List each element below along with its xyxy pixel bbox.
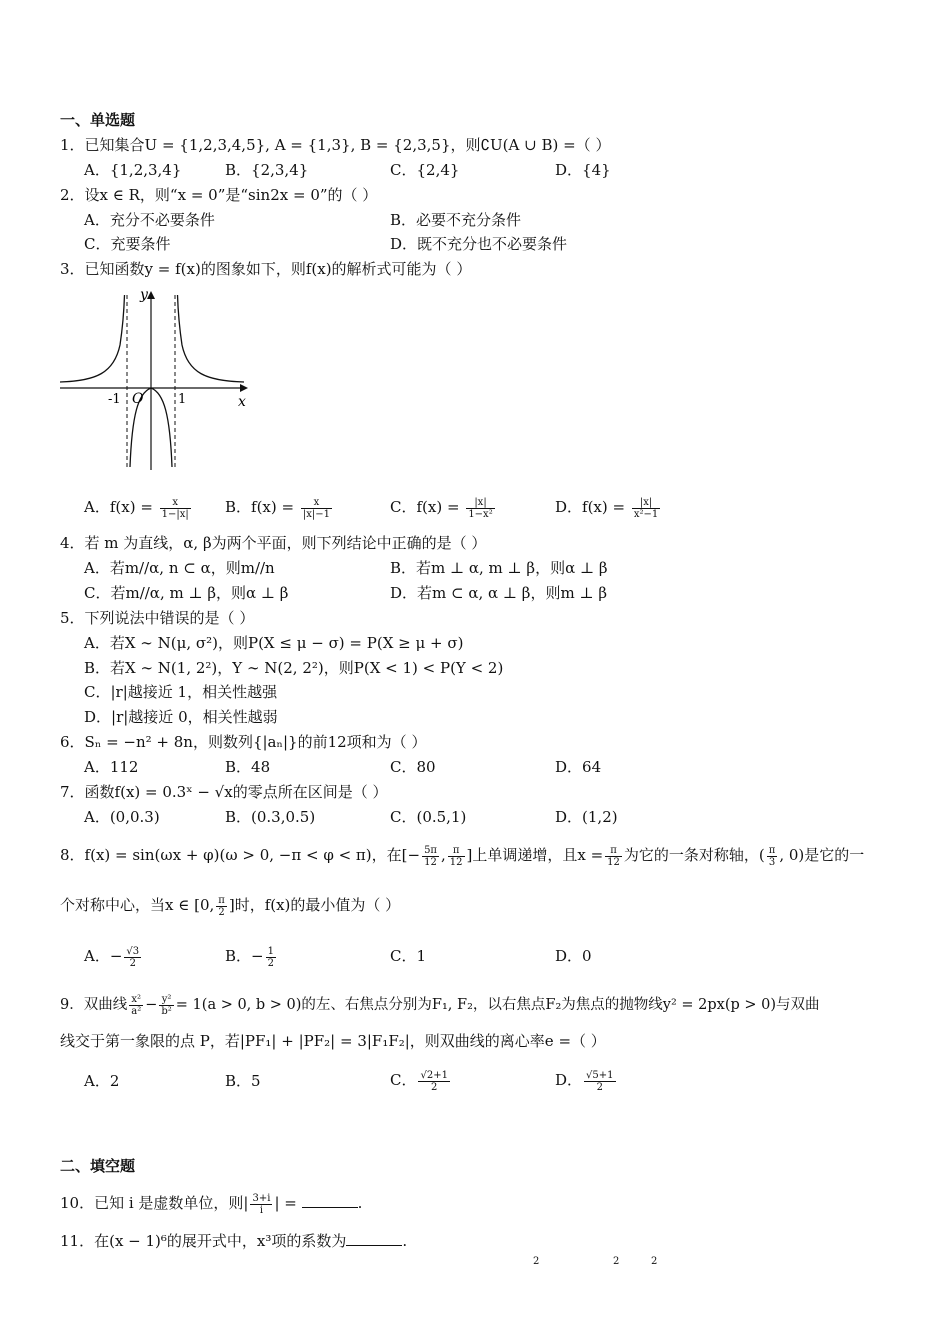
fraction-denominator: 12	[424, 856, 437, 868]
q9-option-c-fraction	[418, 1070, 449, 1093]
fraction-denominator: 1−|x|	[161, 508, 189, 520]
footer-mark-3: 2	[651, 1256, 658, 1267]
q3-option-d-fraction	[632, 497, 660, 520]
q3-option-d-prefix: D．f(x) =	[555, 498, 626, 516]
graph-x-label: x	[238, 394, 246, 410]
q7-option-b[interactable]: B．(0.3,0.5)	[225, 808, 316, 826]
q8-stem-line2	[60, 892, 400, 918]
q5-option-a[interactable]: A．若X ∼ N(μ, σ²)，则P(X ≤ μ − σ) = P(X ≥ μ + σ)	[84, 634, 464, 652]
fraction-denominator: 12	[607, 856, 620, 868]
fraction-denominator: 2	[267, 957, 274, 969]
q6-option-c[interactable]: C．80	[390, 758, 436, 776]
fraction-denominator: 2	[218, 906, 225, 918]
fraction-denominator: 1−x²	[468, 508, 493, 520]
q9-option-b[interactable]: B．5	[225, 1072, 261, 1090]
q9-stem-line1	[60, 992, 820, 1018]
q2-option-d[interactable]: D．既不充分也不必要条件	[390, 235, 568, 253]
q7-option-d[interactable]: D．(1,2)	[555, 808, 618, 826]
fraction-numerator: |x|	[632, 497, 660, 509]
section-title-fill-blank: 二、填空题	[60, 1157, 136, 1175]
q6-stem: 6．Sₙ = −n² + 8n，则数列{|aₙ|}的前12项和为（ ）	[60, 733, 427, 751]
q9-option-d-prefix: D．	[555, 1071, 583, 1089]
q8-text-4: 为它的一条对称轴，(	[623, 846, 765, 864]
q3-option-a-prefix: A．f(x) =	[84, 498, 153, 516]
fraction-numerator: 1	[267, 945, 274, 957]
q8-option-b-prefix: B．−	[225, 947, 264, 965]
q9-frac-1	[129, 994, 143, 1017]
fraction-denominator: a²	[131, 1005, 142, 1017]
q3-option-d[interactable]	[555, 494, 662, 520]
q10-text-post: | =	[274, 1194, 297, 1212]
q8-text-3: ]上单调递增，且x =	[466, 846, 604, 864]
q10-text-pre: 10．已知 i 是虚数单位，则|	[60, 1194, 249, 1212]
q3-stem: 3．已知函数y = f(x)的图象如下，则f(x)的解析式可能为（ ）	[60, 260, 472, 278]
function-graph-svg	[56, 285, 256, 475]
q9-option-d-fraction	[584, 1070, 615, 1093]
fraction-numerator: |x|	[466, 497, 494, 509]
q2-option-b[interactable]: B．必要不充分条件	[390, 211, 522, 229]
q2-option-a[interactable]: A．充分不必要条件	[84, 211, 215, 229]
q8-text-5: , 0)是它的一	[779, 846, 865, 864]
q1-option-c[interactable]: C．{2,4}	[390, 161, 460, 179]
q8-frac-4	[767, 845, 778, 868]
q10-answer-blank[interactable]	[302, 1193, 358, 1208]
fraction-numerator: √2+1	[420, 1069, 448, 1081]
q8-option-d[interactable]: D．0	[555, 947, 592, 965]
fraction-numerator: y²	[159, 994, 173, 1006]
fraction-numerator: π	[768, 844, 776, 856]
q4-option-a[interactable]: A．若m//α, n ⊂ α，则m//n	[84, 559, 275, 577]
fraction-denominator: 3	[768, 856, 776, 868]
q1-option-b[interactable]: B．{2,3,4}	[225, 161, 309, 179]
q6-option-a[interactable]: A．112	[84, 758, 139, 776]
q5-option-c[interactable]: C．|r|越接近 1，相关性越强	[84, 683, 278, 701]
q5-option-b[interactable]: B．若X ∼ N(1, 2²)，Y ∼ N(2, 2²)，则P(X < 1) < P(Y < 2)	[84, 659, 504, 677]
q2-stem: 2．设x ∈ R，则“x = 0”是“sin2x = 0”的（ ）	[60, 186, 378, 204]
fraction-numerator: 3+i	[252, 1192, 271, 1204]
q8-text-6: 个对称中心，当x ∈ [0,	[60, 896, 215, 914]
q9-text-2: −	[145, 997, 158, 1013]
function-graph	[56, 285, 256, 475]
graph-origin-label: O	[132, 391, 144, 407]
q8-frac-1	[422, 845, 439, 868]
q11-answer-blank[interactable]	[346, 1231, 402, 1246]
q7-stem: 7．函数f(x) = 0.3ˣ − √x的零点所在区间是（ ）	[60, 783, 388, 801]
q4-stem: 4．若 m 为直线，α, β为两个平面，则下列结论中正确的是（ ）	[60, 534, 487, 552]
fraction-numerator: x	[160, 497, 191, 509]
footer-mark-1: 2	[533, 1256, 540, 1267]
q8-option-b[interactable]	[225, 943, 278, 969]
q8-option-b-fraction	[266, 946, 276, 969]
fraction-denominator: |x|−1	[302, 508, 330, 520]
fraction-denominator: 2	[596, 1081, 603, 1093]
q1-stem: 1．已知集合U = {1,2,3,4,5}, A = {1,3}, B = {2,3,5}，则∁U(A ∪ B) =（ ）	[60, 136, 611, 154]
fraction-denominator: 2	[431, 1081, 438, 1093]
footer-mark-2: 2	[613, 1256, 620, 1267]
q8-option-c[interactable]: C．1	[390, 947, 427, 965]
q9-text-3: = 1(a > 0, b > 0)的左、右焦点分别为F₁, F₂，以右焦点F₂为焦点的抛物线y² = 2px(p > 0)与双曲	[175, 997, 820, 1013]
q9-stem-line2: 线交于第一象限的点 P，若|PF₁| + |PF₂| = 3|F₁F₂|，则双曲线的离心率e =（ ）	[60, 1032, 606, 1050]
q6-option-d[interactable]: D．64	[555, 758, 602, 776]
graph-pos1-label: 1	[178, 392, 187, 407]
q3-option-b-fraction	[301, 497, 332, 520]
q9-option-c[interactable]	[390, 1067, 452, 1093]
fraction-denominator: 12	[449, 856, 463, 868]
q3-option-c-fraction	[466, 497, 494, 520]
q8-option-a[interactable]	[84, 943, 143, 969]
fraction-denominator: b²	[161, 1005, 172, 1017]
q2-option-c[interactable]: C．充要条件	[84, 235, 171, 253]
fraction-numerator: 5π	[424, 844, 437, 856]
q8-option-a-fraction	[124, 946, 141, 969]
q8-text-2: ,	[441, 846, 446, 864]
q8-frac-2	[448, 845, 465, 868]
q4-option-c[interactable]: C．若m//α, m ⊥ β，则α ⊥ β	[84, 584, 289, 602]
q1-option-a[interactable]: A．{1,2,3,4}	[84, 161, 182, 179]
q8-stem-line1	[60, 842, 864, 868]
q4-option-b[interactable]: B．若m ⊥ α, m ⊥ β，则α ⊥ β	[390, 559, 608, 577]
q11-text-end: .	[402, 1232, 408, 1250]
fraction-numerator: x²	[129, 994, 143, 1006]
fraction-numerator: x	[301, 497, 332, 509]
q6-option-b[interactable]: B．48	[225, 758, 271, 776]
q1-option-d[interactable]: D．{4}	[555, 161, 611, 179]
q10-stem	[60, 1190, 362, 1216]
q8-frac-5	[216, 895, 227, 918]
q9-option-c-prefix: C．	[390, 1071, 417, 1089]
fraction-denominator: x²−1	[633, 508, 659, 520]
q8-text-1: 8．f(x) = sin(ωx + φ)(ω > 0, −π < φ < π)，在[−	[60, 846, 421, 864]
graph-y-label: y	[140, 287, 148, 303]
q5-stem: 5．下列说法中错误的是（ ）	[60, 609, 255, 627]
q3-option-c[interactable]	[390, 494, 497, 520]
q3-option-c-prefix: C．f(x) =	[390, 498, 460, 516]
q4-option-d[interactable]: D．若m ⊂ α, α ⊥ β，则m ⊥ β	[390, 584, 608, 602]
q10-text-end: .	[357, 1194, 363, 1212]
q3-option-b-prefix: B．f(x) =	[225, 498, 295, 516]
section-title-single-choice: 一、单选题	[60, 111, 136, 129]
fraction-denominator: 2	[129, 957, 136, 969]
q11-stem	[60, 1231, 407, 1251]
q7-option-a[interactable]: A．(0,0.3)	[84, 808, 160, 826]
fraction-denominator: i	[259, 1204, 264, 1216]
q8-option-a-prefix: A．−	[84, 947, 123, 965]
q9-text-1: 9．双曲线	[60, 997, 128, 1013]
q9-option-d[interactable]	[555, 1067, 618, 1093]
fraction-numerator: √5+1	[586, 1069, 614, 1081]
q3-option-b[interactable]	[225, 494, 334, 520]
q5-option-d[interactable]: D．|r|越接近 0，相关性越弱	[84, 708, 278, 726]
fraction-numerator: π	[448, 845, 465, 857]
fraction-numerator: π	[218, 894, 225, 906]
q9-option-a[interactable]: A．2	[84, 1072, 120, 1090]
q7-option-c[interactable]: C．(0.5,1)	[390, 808, 467, 826]
q8-text-7: ]时，f(x)的最小值为（ ）	[228, 896, 401, 914]
fraction-numerator: √3	[126, 945, 140, 957]
q3-option-a[interactable]	[84, 494, 193, 520]
q8-frac-3	[605, 845, 622, 868]
q9-frac-2	[159, 994, 173, 1017]
q11-text-pre: 11．在(x − 1)⁶的展开式中，x³项的系数为	[60, 1232, 347, 1250]
q3-option-a-fraction	[160, 497, 191, 520]
fraction-numerator: π	[605, 845, 622, 857]
q10-fraction	[250, 1193, 272, 1216]
graph-neg1-label: -1	[108, 392, 121, 407]
